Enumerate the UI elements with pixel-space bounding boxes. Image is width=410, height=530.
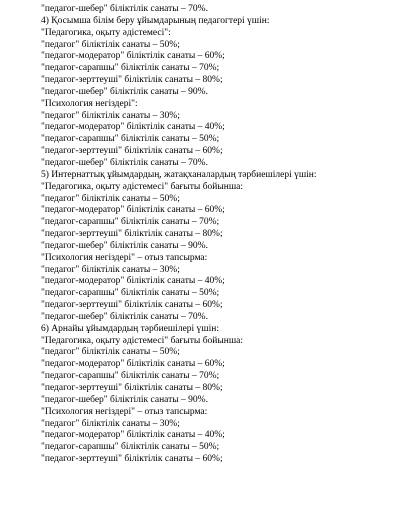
text-line: "педагог-зерттеуші" біліктілік санаты – 80%;: [41, 75, 223, 86]
text-line: "педагог" біліктілік санаты – 50%;: [41, 39, 180, 50]
text-line: "педагог-модератор" біліктілік санаты – 60%;: [41, 51, 225, 62]
text-line: "педагог-шебер" біліктілік санаты – 90%.: [41, 240, 208, 251]
text-line: "педагог-модератор" біліктілік санаты – 60%;: [41, 205, 225, 216]
text-line: "педагог-модератор" біліктілік санаты – 40%;: [41, 276, 225, 287]
text-line: "педагог-шебер" біліктілік санаты – 70%.: [41, 157, 208, 168]
text-line: "педагог-зерттеуші" біліктілік санаты – 60%;: [41, 146, 223, 157]
text-line: "педагог-модератор" біліктілік санаты – 40%;: [41, 122, 225, 133]
text-line: "педагог-шебер" біліктілік санаты – 90%.: [41, 86, 208, 97]
text-line: "педагог-шебер" біліктілік санаты – 70%.: [41, 4, 208, 14]
text-line: "педагог-зерттеуші" біліктілік санаты – 80%;: [41, 229, 223, 240]
text-line: "педагог-сарапшы" біліктілік санаты – 50%;: [41, 134, 220, 145]
section-heading-4: 4) Қосымша білім беру ұйымдарының педагогтері үшін:: [41, 15, 270, 26]
section-heading-6: 6) Арнайы ұйымдардың тәрбиешілері үшін:: [41, 323, 219, 334]
subject-heading: "Психология негіздері" – отыз тапсырма:: [41, 252, 208, 263]
text-line: "педагог-модератор" біліктілік санаты – 60%;: [41, 359, 225, 370]
subject-heading: "Педагогика, оқыту әдістемесі" бағыты бойынша:: [41, 181, 244, 192]
text-line: "педагог-сарапшы" біліктілік санаты – 70%;: [41, 371, 220, 382]
text-line: "педагог-шебер" біліктілік санаты – 70%.: [41, 311, 208, 322]
text-line: "педагог-модератор" біліктілік санаты – 40%;: [41, 430, 225, 441]
document-body: [41, 4, 406, 466]
subject-heading: "Педагогика, оқыту әдістемесі" бағыты бойынша:: [41, 335, 244, 346]
text-line: "педагог-зерттеуші" біліктілік санаты – 60%;: [41, 454, 223, 465]
subject-heading: "Психология негіздері" – отыз тапсырма:: [41, 406, 208, 417]
text-line: "педагог-сарапшы" біліктілік санаты – 50%;: [41, 442, 220, 453]
text-line: "педагог" біліктілік санаты – 50%;: [41, 347, 180, 358]
text-line: "педагог-шебер" біліктілік санаты – 90%.: [41, 394, 208, 405]
text-line: "педагог" біліктілік санаты – 50%;: [41, 193, 180, 204]
subject-heading: "Педагогика, оқыту әдістемесі":: [41, 27, 171, 38]
text-line: "педагог" біліктілік санаты – 30%;: [41, 264, 180, 275]
subject-heading: "Психология негіздері":: [41, 98, 138, 109]
section-heading-5: 5) Интернаттық ұйымдардың, жатақханалардың тәрбиешілері үшін:: [41, 169, 317, 180]
text-line: "педагог" біліктілік санаты – 30%;: [41, 418, 180, 429]
text-line: "педагог-сарапшы" біліктілік санаты – 70%;: [41, 217, 220, 228]
text-line: "педагог-сарапшы" біліктілік санаты – 70%;: [41, 63, 220, 74]
text-line: "педагог-зерттеуші" біліктілік санаты – 60%;: [41, 300, 223, 311]
text-line: "педагог-зерттеуші" біліктілік санаты – 80%;: [41, 383, 223, 393]
text-line: "педагог" біліктілік санаты – 30%;: [41, 110, 180, 121]
text-line: "педагог-сарапшы" біліктілік санаты – 50%;: [41, 288, 220, 299]
